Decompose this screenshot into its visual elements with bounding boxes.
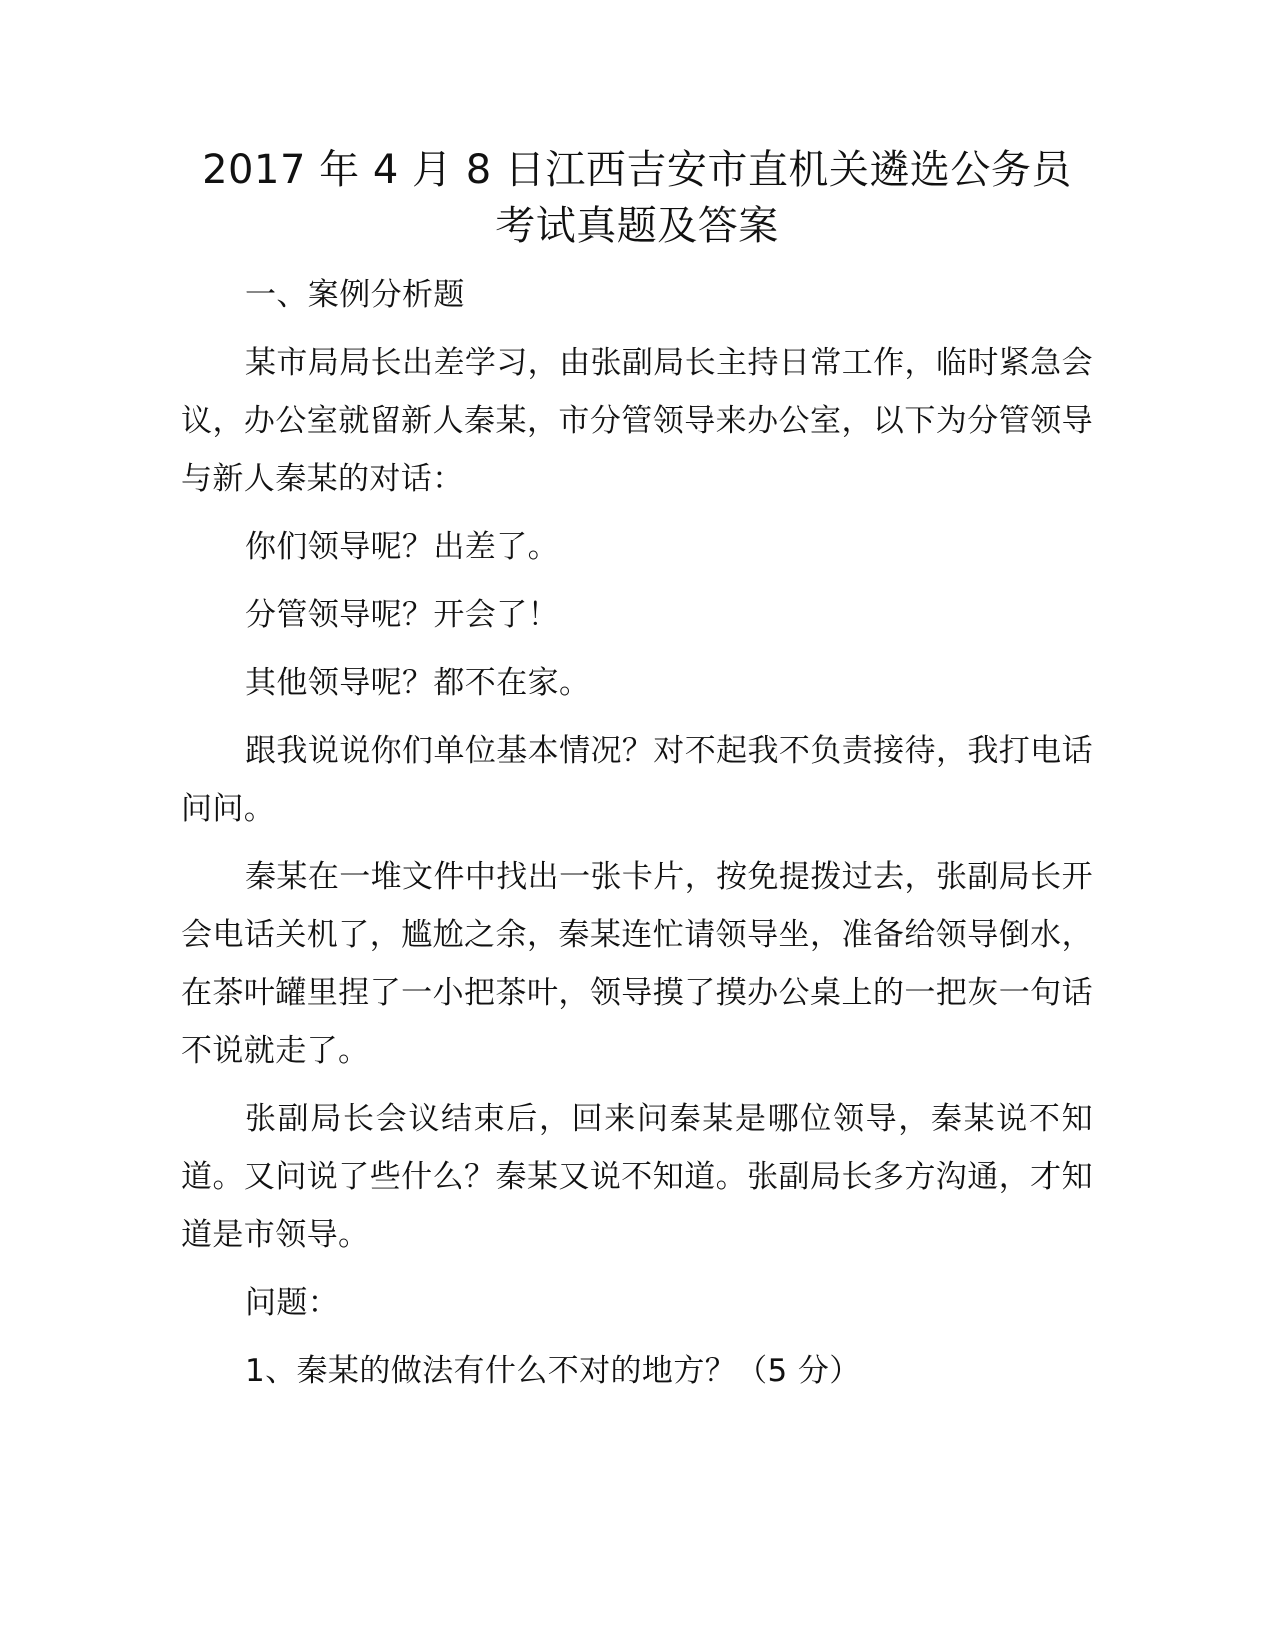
question-item: 1、秦某的做法有什么不对的地方？（5 分） — [245, 1353, 861, 1389]
paragraph: 其他领导呢？都不在家。 — [245, 665, 591, 701]
section-heading: 一、案例分析题 — [245, 277, 465, 313]
title-line-2: 考试真题及答案 — [495, 203, 779, 249]
title-line-1: 2017 年 4 月 8 日江西吉安市直机关遴选公务员 — [202, 147, 1072, 193]
paragraph: 跟我说说你们单位基本情况？对不起我不负责接待，我打电话问问。 — [181, 733, 1093, 827]
question-label: 问题： — [245, 1285, 340, 1321]
paragraph: 你们领导呢？出差了。 — [245, 529, 559, 565]
paragraph: 张副局长会议结束后，回来问秦某是哪位领导，秦某说不知道。又问说了些什么？秦某又说不知道。张副局长多方沟通，才知道是市领导。 — [181, 1101, 1093, 1253]
paragraph: 分管领导呢？开会了！ — [245, 597, 559, 633]
document-title — [181, 142, 1093, 254]
paragraph: 某市局局长出差学习，由张副局长主持日常工作，临时紧急会议，办公室就留新人秦某，市分管领导来办公室，以下为分管领导与新人秦某的对话： — [181, 345, 1093, 497]
document-body — [181, 142, 1093, 1400]
paragraph: 秦某在一堆文件中找出一张卡片，按免提拨过去，张副局长开会电话关机了，尴尬之余，秦某连忙请领导坐，准备给领导倒水，在茶叶罐里捏了一小把茶叶，领导摸了摸办公桌上的一把灰一句话不说就走了。 — [181, 859, 1093, 1069]
